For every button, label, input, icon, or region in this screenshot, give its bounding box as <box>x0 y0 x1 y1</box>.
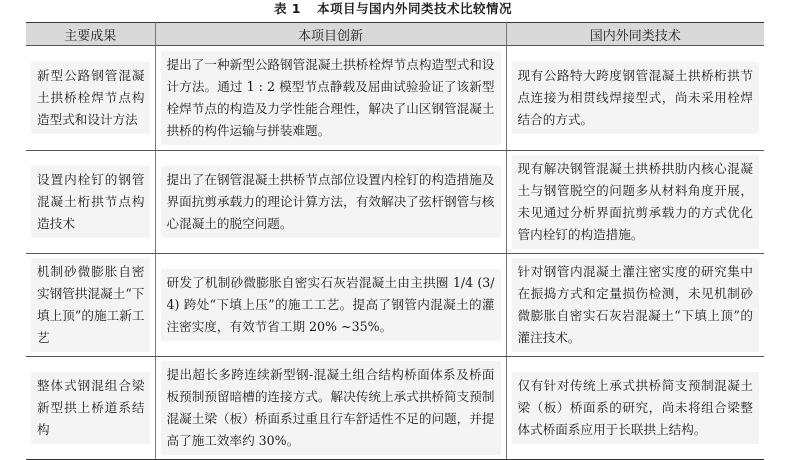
innovation-cell <box>155 357 506 460</box>
similar-tech-text: 针对钢管内混凝土灌注密实度的研究集中在振捣方式和定量损伤检测，未见机制砂微膨胀自密实石灰岩混凝土“下填上顶”的灌注技术。 <box>512 258 760 352</box>
table-row <box>26 357 764 460</box>
achievement-text: 整体式钢混组合梁新型拱上桥道系结构 <box>31 372 150 444</box>
achievement-text: 机制砂微膨胀自密实钢管拱混凝土“下填上顶”的施工新工艺 <box>31 258 150 352</box>
table-title: 本项目与国内外同类技术比较情况 <box>317 1 513 16</box>
innovation-text: 提出了一种新型公路钢管混凝土拱桥栓焊节点构造型式和设计方法。通过 1 : 2 模型节点静载及屈曲试验验证了该新型栓焊节点的构造及力学性能合理性，解决了山区钢管混凝土拱桥的构件运输与拼装难题。 <box>161 51 501 145</box>
header-innovation: 本项目创新 <box>155 23 506 46</box>
innovation-text: 提出了在钢管混凝土拱桥节点部位设置内栓钉的构造措施及界面抗剪承载力的理论计算方法，有效解决了弦杆钢管与核心混凝土的脱空问题。 <box>161 166 501 238</box>
header-achievement: 主要成果 <box>26 23 155 46</box>
achievement-text: 新型公路钢管混凝土拱桥栓焊节点构造型式和设计方法 <box>31 62 150 134</box>
achievement-cell <box>26 357 155 460</box>
achievement-cell <box>26 46 155 151</box>
innovation-text: 提出超长多跨连续新型钢-混凝土组合结构桥面体系及桥面板预制预留暗槽的连接方式。解决传统上承式拱桥简支预制混凝土梁（板）桥面系过重且行车舒适性不足的问题，并提高了施工效率约 30%。 <box>161 361 501 455</box>
table-number: 表 1 <box>273 1 302 16</box>
similar-tech-text: 仅有针对传统上承式拱桥简支预制混凝土梁（板）桥面系的研究，尚未将组合梁整体式桥面系应用于长联拱上结构。 <box>512 372 760 444</box>
similar-tech-cell <box>506 254 764 357</box>
innovation-text: 研发了机制砂微膨胀自密实石灰岩混凝土由主拱圈 1/4 (3/4) 跨处“下填上压”的施工工艺。提高了钢管内混凝土的灌注密实度，有效节省工期 20% ~35%。 <box>161 269 501 341</box>
innovation-cell <box>155 254 506 357</box>
table-row <box>26 254 764 357</box>
similar-tech-cell <box>506 46 764 151</box>
innovation-cell <box>155 151 506 254</box>
table-row <box>26 151 764 254</box>
similar-tech-text: 现有公路特大跨度钢管混凝土拱桥桁拱节点连接为相贯线焊接型式，尚未采用栓焊结合的方式。 <box>512 62 760 134</box>
header-similar-tech: 国内外同类技术 <box>506 23 764 46</box>
table-row <box>26 46 764 151</box>
similar-tech-cell <box>506 151 764 254</box>
table-caption <box>0 0 786 18</box>
achievement-cell <box>26 151 155 254</box>
innovation-cell <box>155 46 506 151</box>
similar-tech-text: 现有解决钢管混凝土拱桥拱肋内核心混凝土与钢管脱空的问题多从材料角度开展，未见通过分析界面抗剪承载力的方式优化管内栓钉的构造措施。 <box>512 155 760 249</box>
similar-tech-cell <box>506 357 764 460</box>
achievement-cell <box>26 254 155 357</box>
achievement-text: 设置内栓钉的钢管混凝土桁拱节点构造技术 <box>31 166 150 238</box>
header-row <box>26 23 764 46</box>
comparison-table <box>26 22 764 460</box>
